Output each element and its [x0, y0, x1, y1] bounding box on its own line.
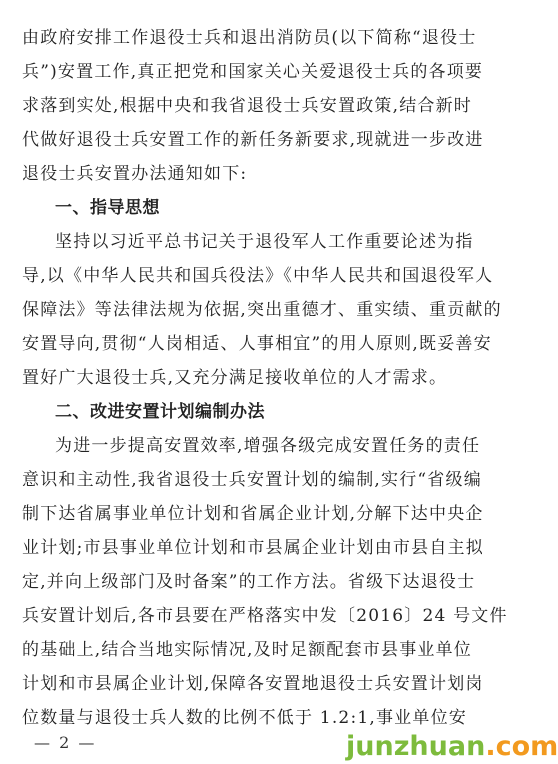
body-line: 计划和市县属企业计划,保障各安置地退役士兵安置计划岗 — [22, 674, 484, 694]
body-line: 定,并向上级部门及时备案”的工作方法。省级下达退役士 — [22, 572, 476, 592]
watermark-text-domain: .com — [485, 731, 558, 762]
watermark-logo — [346, 733, 558, 761]
body-line: 兵安置计划后,各市县要在严格落实中发〔2016〕24 号文件 — [22, 606, 508, 626]
body-line: 兵”)安置工作,真正把党和国家关心关爱退役士兵的各项要 — [22, 62, 484, 82]
body-line: 代做好退役士兵安置工作的新任务新要求,现就进一步改进 — [22, 130, 484, 150]
body-line: 为进一步提高安置效率,增强各级完成安置任务的责任 — [55, 436, 481, 456]
body-line: 置好广大退役士兵,又充分满足接收单位的人才需求。 — [22, 368, 448, 388]
body-line: 意识和主动性,我省退役士兵安置计划的编制,实行“省级编 — [22, 470, 482, 490]
body-line: 求落到实处,根据中央和我省退役士兵安置政策,结合新时 — [22, 96, 473, 116]
body-line: 由政府安排工作退役士兵和退出消防员(以下简称“退役士 — [22, 28, 477, 48]
body-line: 退役士兵安置办法通知如下: — [22, 164, 248, 184]
body-line: 安置导向,贯彻“人岗相适、人事相宜”的用人原则,既妥善安 — [22, 334, 492, 354]
section-heading-1: 一、指导思想 — [55, 198, 160, 218]
body-line: 保障法》等法律法规为依据,突出重德才、重实绩、重贡献的 — [22, 300, 502, 320]
body-line: 的基础上,结合当地实际情况,及时足额配套市县事业单位 — [22, 640, 473, 660]
watermark-text-main: junzhuan — [346, 731, 486, 762]
section-heading-2: 二、改进安置计划编制办法 — [55, 402, 265, 422]
body-line: 位数量与退役士兵人数的比例不低于 1.2:1,事业单位安 — [22, 708, 467, 728]
page-number: — 2 — — [34, 733, 97, 752]
body-line: 导,以《中华人民共和国兵役法》《中华人民共和国退役军人 — [22, 266, 494, 286]
body-line: 制下达省属事业单位计划和省属企业计划,分解下达中央企 — [22, 504, 484, 524]
body-line: 业计划;市县事业单位计划和市县属企业计划由市县自主拟 — [22, 538, 484, 558]
body-line: 坚持以习近平总书记关于退役军人工作重要论述为指 — [55, 232, 474, 252]
